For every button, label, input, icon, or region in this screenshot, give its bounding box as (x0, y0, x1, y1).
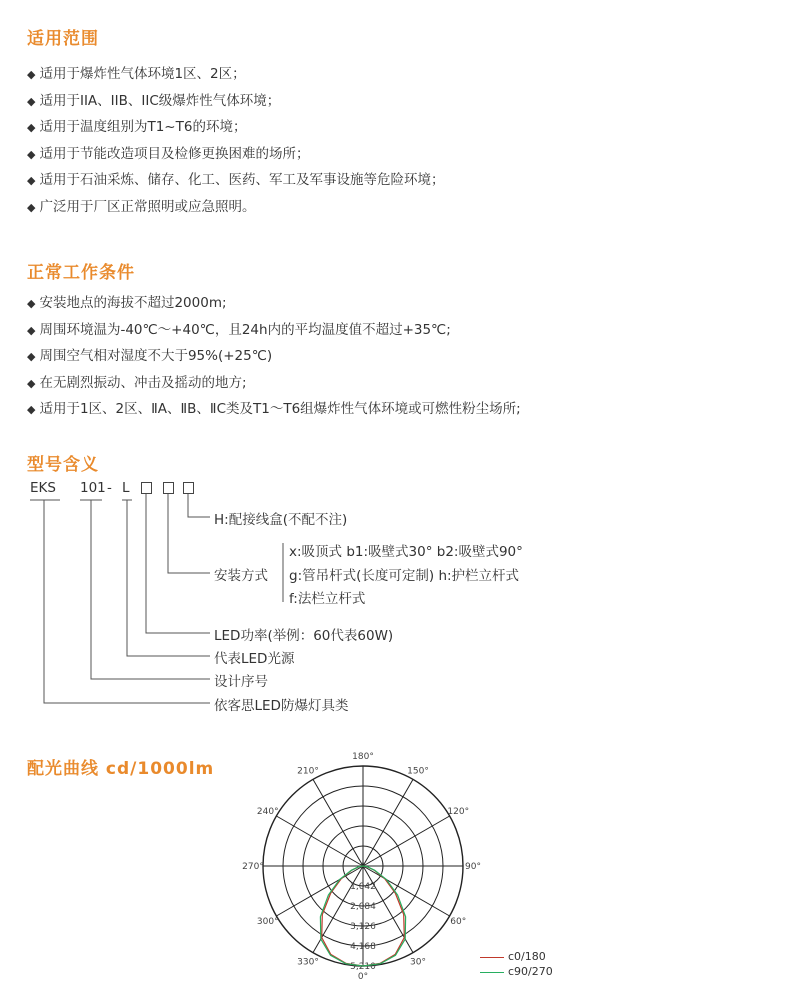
model-serial-label: 设计序号 (214, 674, 268, 690)
polar-angle-label: 210° (297, 766, 319, 777)
model-power-label: LED功率(举例：60代表60W) (214, 628, 394, 644)
polar-spoke (363, 779, 413, 866)
diamond-bullet-icon: ◆ (27, 68, 36, 81)
model-install-label: 安装方式 (214, 568, 268, 584)
list-item: ◆ 适用于IIA、IIB、IIC级爆炸性气体环境； (27, 92, 281, 109)
legend-c0-swatch (480, 957, 504, 958)
polar-angle-label: 240° (256, 807, 279, 817)
polar-spoke (363, 866, 450, 916)
model-brand-label: 依客思LED防爆灯具类 (214, 698, 349, 714)
polar-angle-label: 90° (465, 862, 481, 872)
polar-radial-label: 4,168 (350, 942, 376, 952)
diamond-bullet-icon: ◆ (27, 200, 36, 214)
model-code-dash: - (107, 480, 112, 496)
diamond-bullet-icon: ◆ (27, 403, 36, 416)
diamond-bullet-icon: ◆ (27, 121, 36, 134)
polar-spoke (363, 816, 450, 866)
polar-angle-label: 120° (447, 807, 470, 817)
polar-angle-label: 300° (256, 917, 279, 927)
model-install-option-2: g:管吊杆式(长度可定制) h:护栏立杆式 (289, 568, 520, 584)
list-item: ◆ 适用于石油采炼、储存、化工、医药、军工及军事设施等危险环境； (27, 172, 445, 188)
model-source-label: 代表LED光源 (214, 651, 295, 667)
model-heading: 型号含义 (27, 455, 99, 475)
polar-radial-label: 3,126 (350, 922, 376, 932)
scope-heading: 适用范围 (27, 29, 99, 49)
diamond-bullet-icon: ◆ (27, 350, 36, 363)
polar-angle-label: 0° (357, 972, 369, 982)
legend-c0: c0/180 (480, 950, 546, 963)
polar-angle-label: 30° (410, 957, 426, 968)
list-item: ◆ 适用于爆炸性气体环境1区、2区； (27, 66, 246, 82)
polar-radial-label: 1,042 (350, 882, 376, 892)
legend-c90-swatch (480, 972, 504, 973)
diamond-bullet-icon: ◆ (27, 147, 36, 161)
model-install-option-1: x:吸顶式 b1:吸壁式30° b2:吸壁式90° (289, 544, 523, 560)
polar-angle-label: 180° (352, 752, 374, 762)
polar-angle-label: 60° (450, 917, 467, 927)
diamond-bullet-icon: ◆ (27, 297, 36, 310)
list-item: ◆ 安装地点的海拔不超过2000m; (27, 295, 227, 311)
legend-c90: c90/270 (480, 965, 553, 978)
model-code-eks: EKS (30, 480, 56, 496)
list-item: ◆ 适用于温度组别为T1~T6的环境； (27, 119, 247, 135)
polar-angle-label: 330° (297, 957, 319, 968)
photometric-heading: 配光曲线 cd/1000lm (27, 759, 215, 779)
polar-radial-label: 2,084 (350, 902, 376, 912)
diamond-bullet-icon: ◆ (27, 94, 36, 108)
polar-spoke (313, 779, 363, 866)
polar-angle-label: 150° (407, 766, 429, 777)
polar-angle-label: 270° (242, 862, 264, 872)
polar-radial-label: 0 (360, 862, 366, 872)
list-item: ◆ 广泛用于厂区正常照明或应急照明。 (27, 198, 256, 215)
list-item: ◆ 在无剧烈振动、冲击及摇动的地方; (27, 374, 247, 391)
diamond-bullet-icon: ◆ (27, 174, 36, 187)
conditions-heading: 正常工作条件 (27, 263, 135, 283)
polar-spoke (276, 816, 363, 866)
list-item: ◆ 周围空气相对湿度不大于95%(+25℃) (27, 348, 273, 364)
diamond-bullet-icon: ◆ (27, 323, 36, 337)
list-item: ◆ 适用于1区、2区、ⅡA、ⅡB、ⅡC类及T1～T6组爆炸性气体环境或可燃性粉尘场所; (27, 401, 521, 417)
list-item: ◆ 周围环境温为-40℃～+40℃，且24h内的平均温度值不超过+35℃; (27, 321, 451, 338)
polar-radial-label: 5,210 (350, 962, 376, 972)
model-install-option-3: f:法栏立杆式 (289, 591, 366, 607)
model-h-label: H:配接线盒(不配不注) (214, 512, 348, 528)
list-item: ◆ 适用于节能改造项目及检修更换困难的场所； (27, 145, 310, 162)
model-code-101: 101 (80, 480, 106, 496)
diamond-bullet-icon: ◆ (27, 376, 36, 390)
model-code-l: L (122, 480, 130, 496)
